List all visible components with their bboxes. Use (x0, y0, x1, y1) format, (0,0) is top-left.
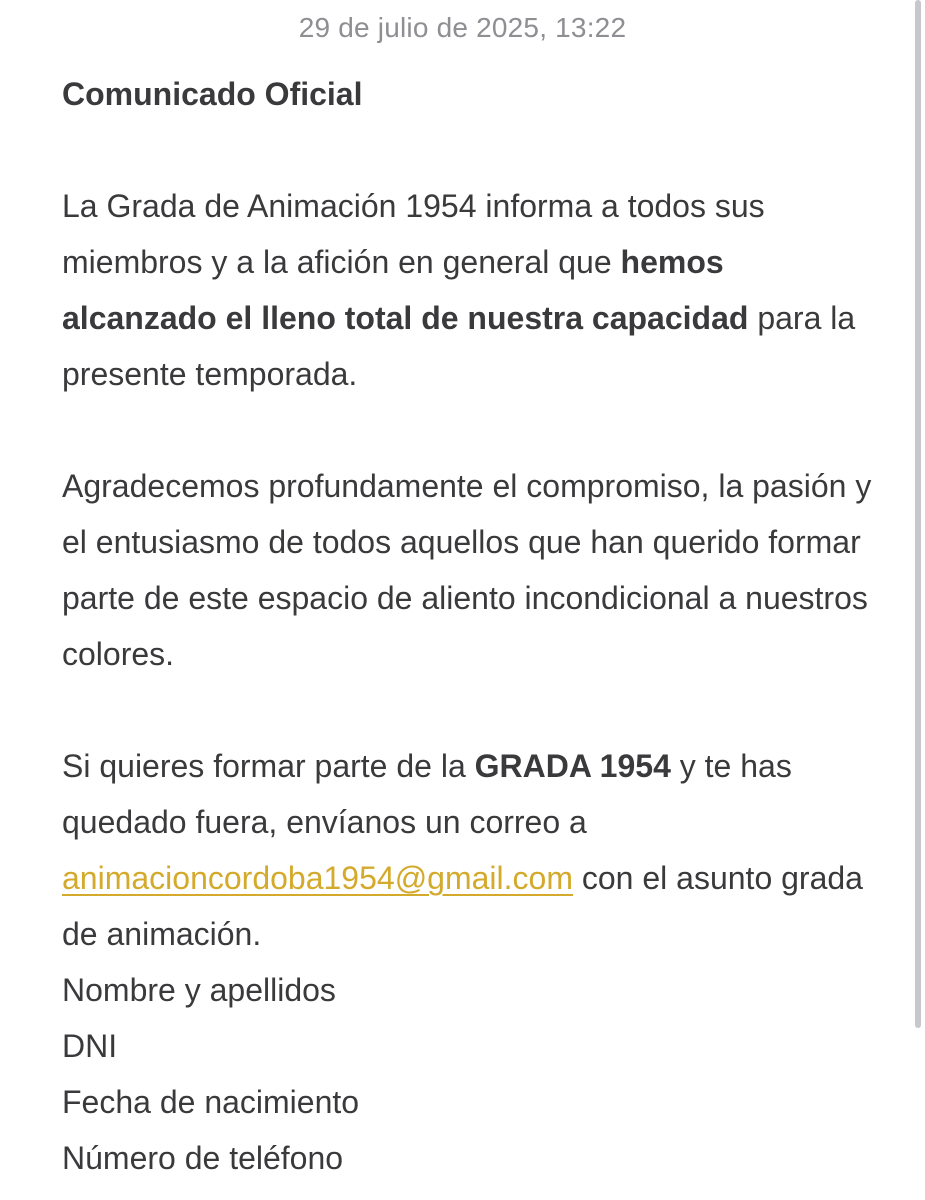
paragraph-contact-outro: con el asunto grada de animación. (62, 860, 863, 952)
paragraph-thanks: Agradecemos profundamente el compromiso, la pasión y el entusiasmo de todos aquellos que han querido formar parte de este espacio de aliento incondicional a nuestros colores. (62, 468, 872, 672)
paragraph-spacer (62, 402, 882, 458)
paragraph-capacity-highlight: hemos alcanzado el lleno total de nuestra capacidad (62, 244, 749, 336)
requirement-phone: Número de teléfono (62, 1140, 344, 1176)
message-body (62, 66, 882, 1186)
requirement-dni: DNI (62, 1028, 118, 1064)
grada-name: GRADA 1954 (474, 748, 671, 784)
scrollbar[interactable] (915, 0, 921, 1028)
requirement-birth-date: Fecha de nacimiento (62, 1084, 360, 1120)
paragraph-contact (62, 738, 882, 962)
paragraph-contact-intro: Si quieres formar parte de la (62, 748, 475, 784)
email-link[interactable]: animacioncordoba1954@gmail.com (62, 860, 573, 896)
requirement-full-name: Nombre y apellidos (62, 972, 336, 1008)
paragraph-contact-middle: y te has quedado fuera, envíanos un correo a (62, 748, 792, 840)
paragraph-spacer (62, 122, 882, 178)
message-timestamp: 29 de julio de 2025, 13:22 (298, 12, 627, 43)
message-title: Comunicado Oficial (62, 76, 363, 112)
paragraph-spacer (62, 682, 882, 738)
paragraph-capacity-intro: La Grada de Animación 1954 informa a todos sus miembros y a la afición en general que (62, 188, 765, 280)
paragraph-capacity (62, 178, 882, 402)
paragraph-capacity-outro: para la presente temporada. (62, 300, 856, 392)
